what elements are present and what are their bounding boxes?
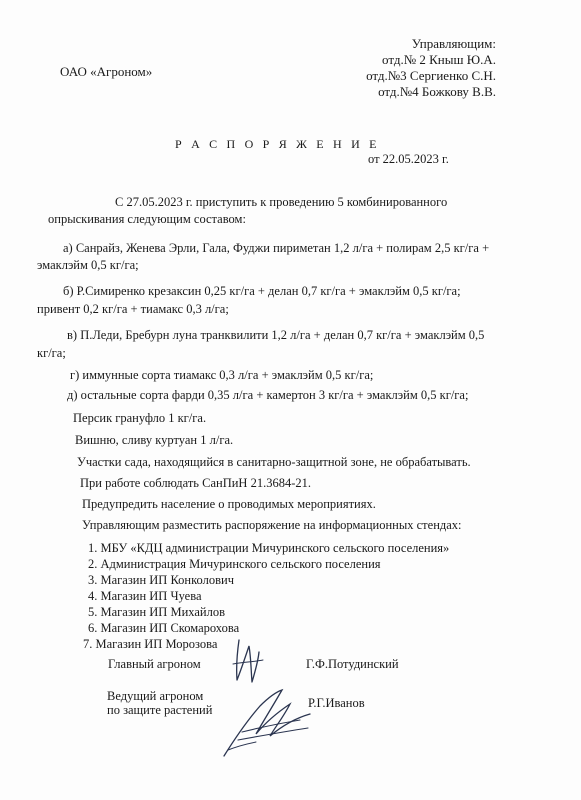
item-b-line-1: б) Р.Симиренко крезаксин 0,25 кг/га + делан 0,7 кг/га + эмаклэйм 0,5 кг/га; bbox=[63, 284, 461, 298]
lead-agronomist-title-1: Ведущий агроном bbox=[107, 689, 204, 703]
recipient-item-1: 1. МБУ «КДЦ администрации Мичуринского сельского поселения» bbox=[88, 541, 450, 555]
addressee-line-1: отд.№ 2 Кныш Ю.А. bbox=[382, 52, 496, 67]
recipient-item-2: 2. Администрация Мичуринского сельского поселения bbox=[88, 557, 381, 571]
addressee-line-2: отд.№3 Сергиенко С.Н. bbox=[366, 68, 496, 83]
item-a-line-1: а) Санрайз, Женева Эрли, Гала, Фуджи пириметан 1,2 л/га + полирам 2,5 кг/га + bbox=[63, 241, 490, 255]
sanitary-zone-line: Участки сада, находящийся в санитарно-защитной зоне, не обрабатывать. bbox=[77, 455, 471, 469]
intro-line-1: С 27.05.2023 г. приступить к проведению 5 комбинированного bbox=[115, 195, 448, 209]
post-order-line: Управляющим разместить распоряжение на информационных стендах: bbox=[82, 518, 462, 532]
item-d-line: д) остальные сорта фарди 0,35 л/га + камертон 3 кг/га + эмаклэйм 0,5 кг/га; bbox=[67, 388, 469, 402]
document-date: от 22.05.2023 г. bbox=[368, 152, 449, 166]
peach-line: Персик грануфло 1 кг/га. bbox=[73, 411, 207, 425]
organization-name: ОАО «Агроном» bbox=[60, 64, 153, 79]
recipient-item-6: 6. Магазин ИП Скомарохова bbox=[88, 621, 240, 635]
warn-population-line: Предупредить население о проводимых мероприятиях. bbox=[82, 497, 376, 511]
item-b-line-2: привент 0,2 кг/га + тиамакс 0,3 л/га; bbox=[37, 302, 229, 316]
chief-agronomist-name: Г.Ф.Потудинский bbox=[306, 657, 399, 671]
document-title: Р А С П О Р Я Ж Е Н И Е bbox=[175, 137, 380, 151]
recipient-item-7: 7. Магазин ИП Морозова bbox=[83, 637, 218, 651]
chief-agronomist-title: Главный агроном bbox=[108, 657, 201, 671]
recipient-item-3: 3. Магазин ИП Конколович bbox=[88, 573, 235, 587]
lead-agronomist-name: Р.Г.Иванов bbox=[308, 696, 365, 710]
item-v-line-2: кг/га; bbox=[37, 346, 66, 360]
intro-line-2: опрыскивания следующим составом: bbox=[48, 212, 246, 226]
sanpin-line: При работе соблюдать СанПиН 21.3684-21. bbox=[80, 476, 311, 490]
lead-signature-icon bbox=[212, 670, 316, 766]
recipient-item-4: 4. Магазин ИП Чуева bbox=[88, 589, 202, 603]
cherry-line: Вишню, сливу куртуан 1 л/га. bbox=[75, 433, 234, 447]
item-g-line: г) иммунные сорта тиамакс 0,3 л/га + эмаклэйм 0,5 кг/га; bbox=[70, 368, 374, 382]
item-a-line-2: эмаклэйм 0,5 кг/га; bbox=[37, 258, 139, 272]
recipient-item-5: 5. Магазин ИП Михайлов bbox=[88, 605, 225, 619]
item-v-line-1: в) П.Леди, Бребурн луна транквилити 1,2 л/га + делан 0,7 кг/га + эмаклэйм 0,5 bbox=[67, 328, 485, 342]
addressee-line-3: отд.№4 Божкову В.В. bbox=[378, 84, 496, 99]
addressee-heading: Управляющим: bbox=[411, 36, 496, 51]
lead-agronomist-title-2: по защите растений bbox=[107, 703, 213, 717]
